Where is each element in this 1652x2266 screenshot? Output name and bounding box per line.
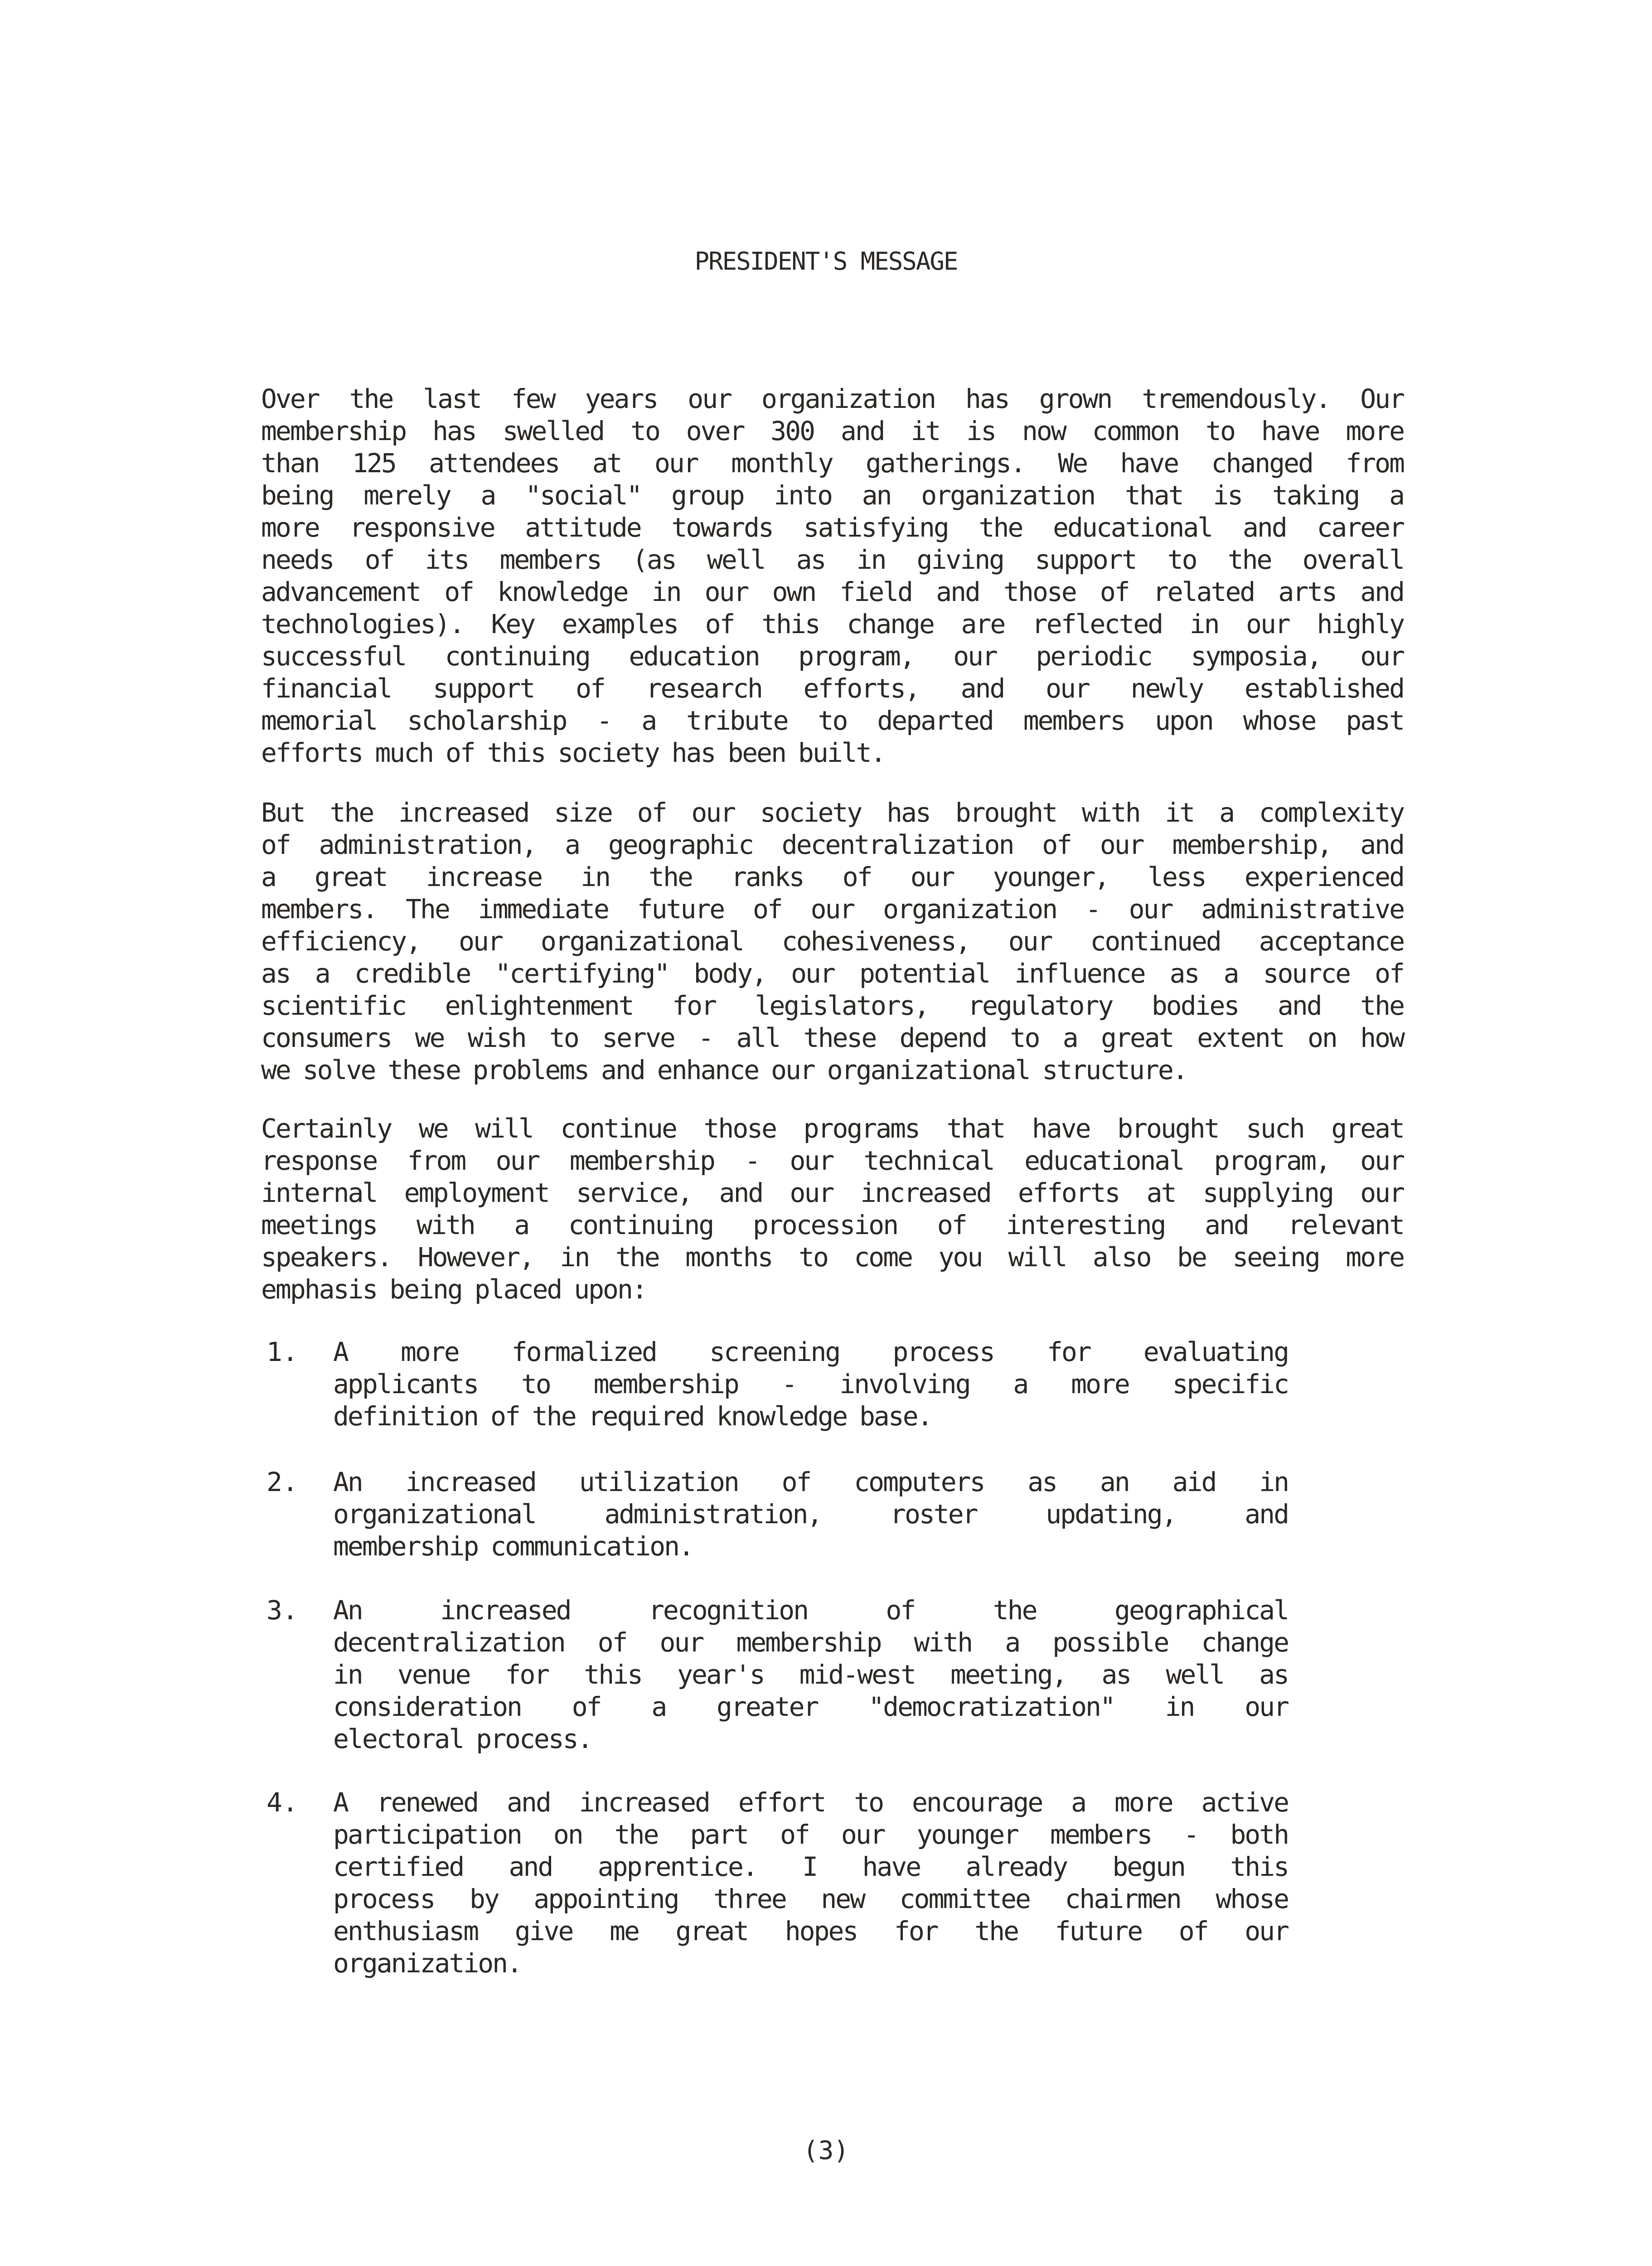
paragraph: [261, 383, 1404, 769]
text-line: we solve these problems and enhance our organizational structure.: [261, 1055, 1187, 1085]
text-line: organizational administration, roster updating, and: [333, 1499, 1288, 1530]
text-line: than 125 attendees at our monthly gatherings. We have changed from: [261, 448, 1404, 479]
text-line: being merely a "social" group into an organization that is taking a: [261, 480, 1404, 511]
text-line: successful continuing education program, our periodic symposia, our: [261, 641, 1404, 672]
text-line: process by appointing three new committee chairmen whose: [333, 1883, 1288, 1914]
text-line: An increased utilization of computers as an aid in: [333, 1467, 1288, 1497]
text-line: efficiency, our organizational cohesiveness, our continued acceptance: [261, 926, 1404, 957]
paragraph: [261, 1113, 1404, 1306]
page-number: (3): [803, 2136, 849, 2165]
text-line: in venue for this year's mid-west meeting, as well as: [333, 1659, 1288, 1690]
text-line: financial support of research efforts, and our newly established: [261, 673, 1404, 704]
text-line: membership has swelled to over 300 and it is now common to have more: [261, 416, 1404, 446]
text-line: definition of the required knowledge base.: [333, 1401, 932, 1432]
text-line: An increased recognition of the geographical: [333, 1595, 1288, 1626]
text-line: technologies). Key examples of this change are reflected in our highly: [261, 609, 1404, 639]
text-line: as a credible "certifying" body, our potential influence as a source of: [261, 958, 1404, 989]
text-line: internal employment service, and our increased efforts at supplying our: [261, 1177, 1404, 1208]
text-line: efforts much of this society has been built.: [261, 737, 885, 768]
text-line: speakers. However, in the months to come you will also be seeing more: [261, 1242, 1404, 1273]
text-line: members. The immediate future of our organization - our administrative: [261, 894, 1404, 925]
list-item-number: 2.: [266, 1467, 298, 1497]
text-line: of administration, a geographic decentralization of our membership, and: [261, 829, 1404, 860]
text-line: participation on the part of our younger members - both: [333, 1819, 1288, 1850]
page-title: PRESIDENT'S MESSAGE: [694, 247, 958, 276]
paragraph: [261, 797, 1404, 1086]
text-line: needs of its members (as well as in giving support to the overall: [261, 544, 1404, 575]
list-item: [333, 1594, 1288, 1755]
text-line: memorial scholarship - a tribute to departed members upon whose past: [261, 705, 1404, 736]
text-line: certified and apprentice. I have already begun this: [333, 1851, 1288, 1882]
list-item-number: 3.: [266, 1595, 298, 1626]
text-line: electoral process.: [333, 1724, 592, 1754]
text-line: meetings with a continuing procession of interesting and relevant: [261, 1210, 1404, 1240]
text-line: emphasis being placed upon:: [261, 1274, 646, 1305]
text-line: Over the last few years our organization has grown tremendously. Our: [261, 383, 1404, 414]
text-line: response from our membership - our technical educational program, our: [261, 1145, 1404, 1176]
text-line: a great increase in the ranks of our younger, less experienced: [261, 862, 1404, 892]
text-line: consumers we wish to serve - all these depend to a great extent on how: [261, 1022, 1404, 1053]
text-line: applicants to membership - involving a more specific: [333, 1369, 1288, 1399]
text-line: advancement of knowledge in our own field and those of related arts and: [261, 576, 1404, 607]
text-line: Certainly we will continue those programs that have brought such great: [261, 1113, 1404, 1144]
text-line: enthusiasm give me great hopes for the future of our: [333, 1916, 1288, 1946]
text-line: consideration of a greater "democratization" in our: [333, 1691, 1288, 1722]
text-line: membership communication.: [333, 1531, 693, 1562]
list-item-number: 4.: [266, 1787, 298, 1818]
list-item: [333, 1336, 1288, 1433]
list-item-number: 1.: [266, 1336, 298, 1367]
text-line: But the increased size of our society has brought with it a complexity: [261, 797, 1404, 828]
text-line: organization.: [333, 1948, 521, 1979]
text-line: scientific enlightenment for legislators, regulatory bodies and the: [261, 990, 1404, 1021]
text-line: more responsive attitude towards satisfying the educational and career: [261, 512, 1404, 543]
text-line: decentralization of our membership with a possible change: [333, 1627, 1288, 1658]
text-line: A more formalized screening process for evaluating: [333, 1336, 1288, 1367]
text-line: A renewed and increased effort to encourage a more active: [333, 1787, 1288, 1818]
list-item: [333, 1466, 1288, 1563]
list-item: [333, 1787, 1288, 1980]
